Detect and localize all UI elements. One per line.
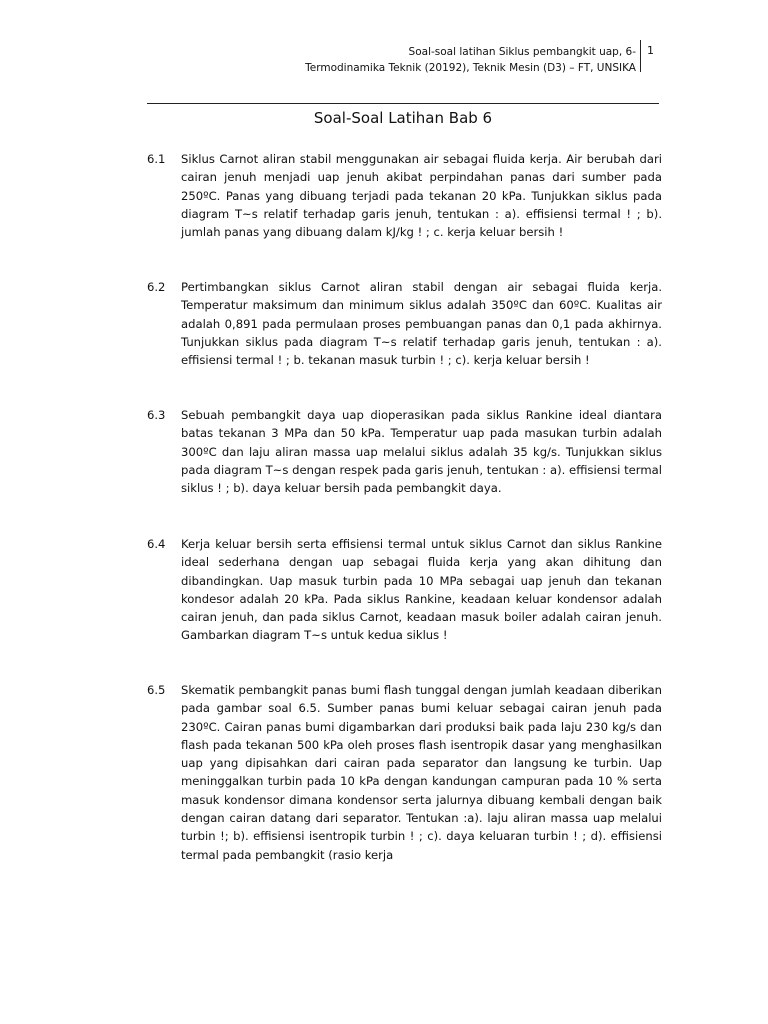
problem-number: 6.5 — [147, 683, 166, 697]
problem-6-5 — [147, 681, 662, 864]
page-title: Soal-Soal Latihan Bab 6 — [313, 109, 493, 127]
problem-number: 6.4 — [147, 537, 166, 551]
problem-6-4 — [147, 535, 662, 645]
problem-6-2 — [147, 278, 662, 369]
problem-6-3 — [147, 406, 662, 497]
problem-number: 6.1 — [147, 152, 166, 166]
header-line-2: Termodinamika Teknik (20192), Teknik Mesin (D3) – FT, UNSIKA — [305, 62, 636, 74]
problem-text: Pertimbangkan siklus Carnot aliran stabil dengan air sebagai fluida kerja. Temperatur maksimum dan minimum siklus adalah 350ºC dan 60ºC. Kualitas air adalah 0,891 pada permulaan proses pembuangan panas dan 0,1 pada akhirnya. Tunjukkan siklus pada diagram T~s relatif terhadap garis jenuh, tentukan : a). effisiensi termal ! ; b. tekanan masuk turbin ! ; c). kerja keluar bersih ! — [181, 280, 662, 368]
problem-text: Siklus Carnot aliran stabil menggunakan air sebagai fluida kerja. Air berubah dari cairan jenuh menjadi uap jenuh akibat perpindahan panas dari sumber pada 250ºC. Panas yang dibuang terjadi pada tekanan 20 kPa. Tunjukkan siklus pada diagram T~s relatif terhadap garis jenuh, tentukan : a). effisiensi termal ! ; b). jumlah panas yang dibuang dalam kJ/kg ! ; c. kerja keluar bersih ! — [181, 152, 662, 240]
problem-6-1 — [147, 150, 662, 241]
problem-number: 6.2 — [147, 280, 166, 294]
problem-number: 6.3 — [147, 408, 166, 422]
header-line-1: Soal-soal latihan Siklus pembangkit uap, 6- — [408, 46, 636, 58]
page-header — [200, 44, 636, 76]
problem-text: Kerja keluar bersih serta effisiensi termal untuk siklus Carnot dan siklus Rankine ideal sederhana dengan uap sebagai fluida kerja yang akan dihitung dan dibandingkan. Uap masuk turbin pada 10 MPa sebagai uap jenuh dan tekanan kondesor adalah 20 kPa. Pada siklus Rankine, keadaan keluar kondensor adalah cairan jenuh, dan pada siklus Carnot, keadaan masuk boiler adalah cairan jenuh. Gambarkan diagram T~s untuk kedua siklus ! — [181, 537, 662, 643]
problem-text: Skematik pembangkit panas bumi flash tunggal dengan jumlah keadaan diberikan pada gambar soal 6.5. Sumber panas bumi keluar sebagai cairan jenuh pada 230ºC. Cairan panas bumi digambarkan dari produksi baik pada laju 230 kg/s dan flash pada tekanan 500 kPa oleh proses flash isentropik dasar yang menghasilkan uap yang dipisahkan dari cairan pada separator dan langsung ke turbin. Uap meninggalkan turbin pada 10 kPa dengan kandungan campuran pada 10 % serta masuk kondensor dimana kondensor serta jalurnya dibuang kembali dengan baik dengan cairan datang dari separator. Tentukan :a). laju aliran massa uap melalui turbin !; b). effisiensi isentropik turbin ! ; c). daya keluaran turbin ! ; d). effisiensi termal pada pembangkit (rasio kerja — [181, 683, 662, 862]
page-number: 1 — [647, 44, 654, 57]
title-rule — [147, 103, 659, 104]
problem-text: Sebuah pembangkit daya uap dioperasikan pada siklus Rankine ideal diantara batas tekanan 3 MPa dan 50 kPa. Temperatur uap pada masukan turbin adalah 300ºC dan laju aliran massa uap melalui siklus adalah 35 kg/s. Tunjukkan siklus pada diagram T~s dengan respek pada garis jenuh, tentukan : a). effisiensi termal siklus ! ; b). daya keluar bersih pada pembangkit daya. — [181, 408, 662, 496]
header-divider — [640, 40, 641, 72]
